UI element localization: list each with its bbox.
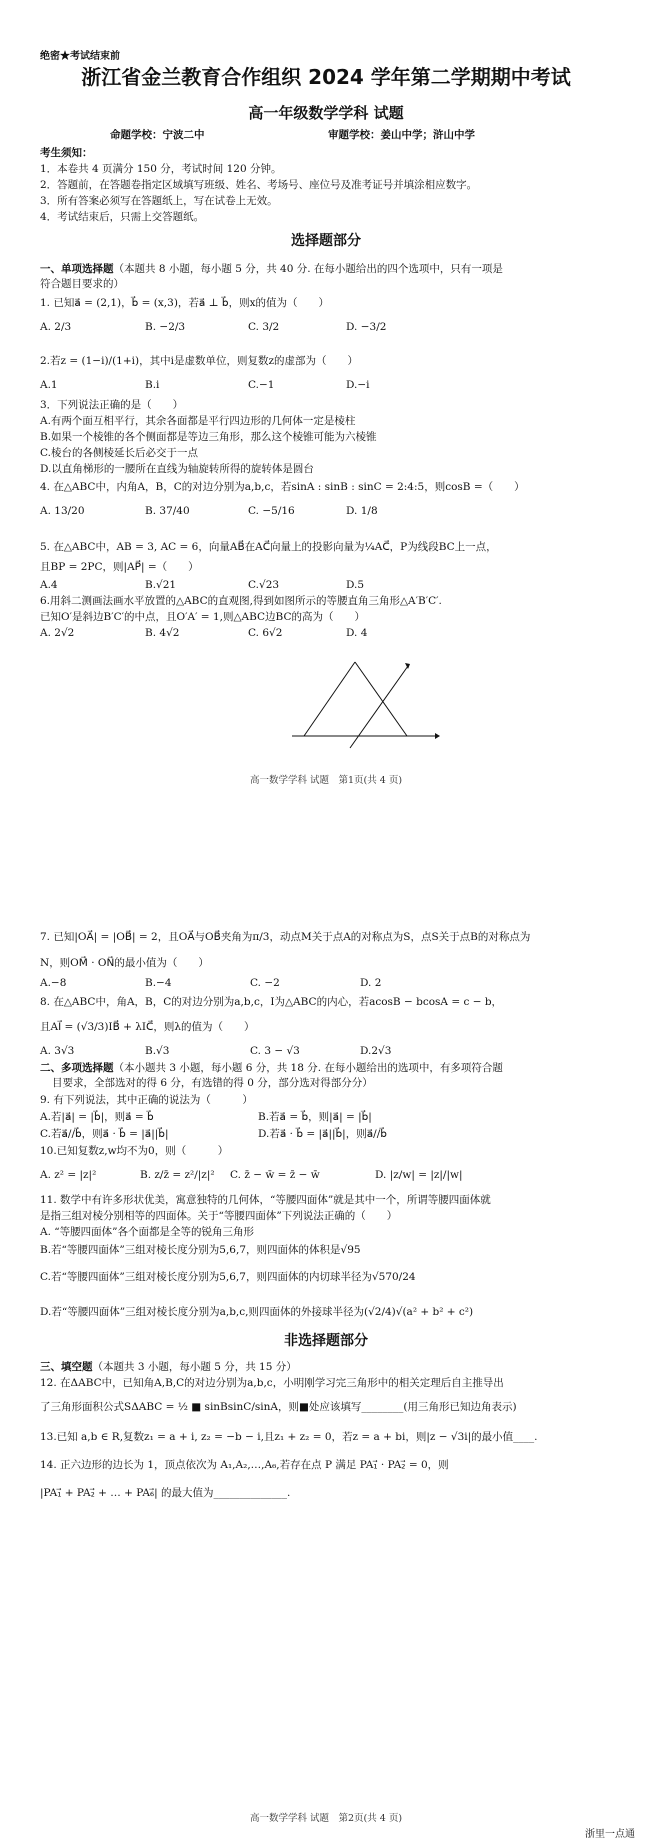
q2-option-b: B.i	[145, 379, 160, 391]
q11-option-d: D.若“等腰四面体”三组对棱长度分别为a,b,c,则四面体的外接球半径为(√2/4)√(a² + b² + c²)	[40, 1306, 474, 1318]
q1-option-b: B. −2/3	[145, 321, 186, 333]
notice-item: 2．答题前，在答题卷指定区域填写班级、姓名、考场号、座位号及准考证号并填涂相应数字。	[40, 179, 478, 191]
q7-stem-cont: N，则OM⃗ · ON⃗的最小值为（ ）	[40, 957, 209, 969]
multi-desc: （本小题共 3 小题，每小题 6 分，共 18 分. 在每小题给出的选项中，有多项符合题	[113, 1062, 503, 1074]
part1-heading: 选择题部分	[291, 233, 361, 249]
edge-b-a	[304, 662, 355, 736]
q4-option-c: C. −5/16	[248, 505, 295, 517]
q6-option-d: D. 4	[346, 627, 368, 639]
single-desc-cont: 符合题目要求的）	[40, 278, 124, 290]
q7-option-a: A.−8	[40, 977, 67, 989]
q2-stem: 2.若z = (1−i)/(1+i)，其中i是虚数单位，则复数z的虚部为（ ）	[40, 355, 359, 367]
q3-stem: 3．下列说法正确的是（ ）	[40, 399, 184, 411]
q2-option-c: C.−1	[248, 379, 275, 391]
q13-stem: 13.已知 a,b ∈ R,复数z₁ = a + i, z₂ = −b − i,且z₁ + z₂ = 0，若z = a + bi，则|z − √3i|的最小值____.	[40, 1431, 538, 1443]
q10-option-b: B. z/z̄ = z²/|z|²	[140, 1169, 215, 1181]
q5-option-a: A.4	[40, 579, 58, 591]
q5-option-d: D.5	[346, 579, 365, 591]
x-axis-arrow	[435, 733, 440, 739]
confidential-label: 绝密★考试结束前	[40, 51, 120, 62]
exam-subtitle: 高一年级数学学科 试题	[248, 104, 404, 122]
notice-item: 4．考试结束后，只需上交答题纸。	[40, 211, 205, 223]
notice-item: 1．本卷共 4 页满分 150 分，考试时间 120 分钟。	[40, 163, 282, 175]
q11-option-c: C.若“等腰四面体”三组对棱长度分别为5,6,7，则四面体的内切球半径为√570/24	[40, 1271, 416, 1283]
reviewer-school: 审题学校：姜山中学；浒山中学	[328, 129, 475, 141]
q7-option-b: B.−4	[145, 977, 172, 989]
q8-stem: 8. 在△ABC中，角A，B，C的对边分别为a,b,c，I为△ABC的内心，若acosB − bcosA = c − b，	[40, 996, 503, 1008]
q11-option-b: B.若“等腰四面体”三组对棱长度分别为5,6,7，则四面体的体积是√95	[40, 1244, 361, 1256]
q7-option-d: D. 2	[360, 977, 382, 989]
q11-stem: 11. 数学中有许多形状优美，寓意独特的几何体，“等腰四面体”就是其中一个，所谓等腰四面体就	[40, 1194, 491, 1206]
q5-stem-cont: 且BP = 2PC，则|AP⃗| =（ ）	[40, 561, 199, 573]
q3-option-b: B.如果一个棱锥的各个侧面都是等边三角形，那么这个棱锥可能为六棱锥	[40, 431, 377, 443]
page-2	[0, 930, 652, 1842]
q5-option-c: C.√23	[248, 579, 280, 591]
part2-heading: 非选择题部分	[284, 1333, 368, 1349]
q3-option-d: D.以直角梯形的一腰所在直线为轴旋转所得的旋转体是圆台	[40, 463, 314, 475]
q3-option-a: A.有两个面互相平行，其余各面都是平行四边形的几何体一定是棱柱	[40, 415, 356, 427]
q8-option-b: B.√3	[145, 1045, 170, 1057]
q1-stem: 1. 已知a⃗ = (2,1)，b⃗ = (x,3)，若a⃗ ⊥ b⃗，则x的值为（ ）	[40, 297, 329, 309]
y-axis-arrow	[405, 663, 410, 669]
fill-heading: 三、填空题	[40, 1361, 93, 1373]
q6-option-b: B. 4√2	[145, 627, 180, 639]
q9-option-d: D.若a⃗ · b⃗ = |a⃗||b⃗|，则a⃗//b⃗	[258, 1128, 387, 1140]
q6-stem-cont: 已知O′是斜边B′C′的中点，且O′A′ = 1,则△ABC边BC的高为（ ）	[40, 611, 366, 623]
q7-stem: 7. 已知|OA⃗| = |OB⃗| = 2，且OA⃗与OB⃗夹角为π/3，动点M关于点A的对称点为S，点S关于点B的对称点为	[40, 931, 531, 943]
q9-option-a: A.若|a⃗| = |b⃗|，则a⃗ = b⃗	[40, 1111, 154, 1123]
edge-a-c	[355, 662, 407, 736]
setter-school: 命题学校：宁波二中	[110, 129, 205, 141]
q14-stem: 14. 正六边形的边长为 1，顶点依次为 A₁,A₂,…,A₆,若存在点 P 满足 PA₁⃗ · PA₂⃗ = 0，则	[40, 1459, 449, 1471]
q4-option-b: B. 37/40	[145, 505, 190, 517]
q6-option-c: C. 6√2	[248, 627, 283, 639]
q3-option-c: C.棱台的各侧棱延长后必交于一点	[40, 447, 198, 459]
q8-option-a: A. 3√3	[40, 1045, 75, 1057]
q12-stem-cont: 了三角形面积公式SΔABC = ½ ■ sinBsinC/sinA，则■处应该填写________(用三角形已知边角表示)	[40, 1401, 517, 1413]
notice-heading: 考生须知：	[40, 147, 93, 159]
q9-option-c: C.若a⃗//b⃗，则a⃗ · b⃗ = |a⃗||b⃗|	[40, 1128, 169, 1140]
q7-option-c: C. −2	[250, 977, 280, 989]
q1-option-a: A. 2/3	[40, 321, 72, 333]
q9-stem: 9. 有下列说法，其中正确的说法为（ ）	[40, 1094, 253, 1106]
q2-option-a: A.1	[40, 379, 58, 391]
oblique-triangle-figure	[280, 648, 440, 758]
q1-option-d: D. −3/2	[346, 321, 387, 333]
q4-option-d: D. 1/8	[346, 505, 378, 517]
q14-stem-cont: |PA₁⃗ + PA₂⃗ + … + PA₆⃗| 的最大值为______________.	[40, 1487, 291, 1499]
q1-option-c: C. 3/2	[248, 321, 280, 333]
q10-option-d: D. |z/w| = |z|/|w|	[375, 1169, 463, 1181]
page-footer: 高一数学学科 试题 第2页(共 4 页)	[249, 1813, 403, 1824]
q8-option-d: D.2√3	[360, 1045, 392, 1057]
q5-stem: 5. 在△ABC中，AB = 3, AC = 6，向量AB⃗在AC⃗向量上的投影向量为¼AC⃗，P为线段BC上一点，	[40, 541, 497, 553]
fill-desc: （本题共 3 小题，每小题 5 分，共 15 分）	[92, 1361, 297, 1373]
watermark: 浙里一点通	[585, 1829, 635, 1840]
q4-stem: 4. 在△ABC中，内角A，B，C的对边分别为a,b,c，若sinA : sinB : sinC = 2:4:5，则cosB =（ ）	[40, 481, 525, 493]
q10-stem: 10.已知复数z,w均不为0，则（ ）	[40, 1145, 229, 1157]
multi-heading: 二、多项选择题	[40, 1062, 114, 1074]
q6-stem: 6.用斜二测画法画水平放置的△ABC的直观图,得到如图所示的等腰直角三角形△A′B′C′.	[40, 595, 442, 607]
single-heading: 一、单项选择题	[40, 263, 114, 275]
q6-option-a: A. 2√2	[40, 627, 75, 639]
q12-stem: 12. 在ΔABC中，已知角A,B,C的对边分别为a,b,c，小明刚学习完三角形中的相关定理后自主推导出	[40, 1377, 504, 1389]
q9-option-b: B.若a⃗ = b⃗，则|a⃗| = |b⃗|	[258, 1111, 372, 1123]
q10-option-a: A. z² = |z|²	[40, 1169, 97, 1181]
q11-option-a: A. “等腰四面体”各个面都是全等的锐角三角形	[40, 1226, 254, 1238]
q8-stem-cont: 且AI⃗ = (√3/3)IB⃗ + λIC⃗，则λ的值为（ ）	[40, 1021, 255, 1033]
q10-option-c: C. z̄ − w̄ = z̄ − w̄	[230, 1169, 320, 1181]
multi-desc-cont: 目要求，全部选对的得 6 分，有选错的得 0 分，部分选对得部分分）	[52, 1077, 373, 1089]
single-desc: （本题共 8 小题，每小题 5 分，共 40 分. 在每小题给出的四个选项中，只有一项是	[113, 263, 503, 275]
q8-option-c: C. 3 − √3	[250, 1045, 300, 1057]
notice-item: 3．所有答案必须写在答题纸上，写在试卷上无效。	[40, 195, 278, 207]
q11-stem-cont: 是指三组对棱分别相等的四面体。关于“等腰四面体”下列说法正确的（ ）	[40, 1210, 398, 1222]
q4-option-a: A. 13/20	[40, 505, 85, 517]
exam-title: 浙江省金兰教育合作组织 2024 学年第二学期期中考试	[81, 65, 571, 89]
page-footer: 高一数学学科 试题 第1页(共 4 页)	[249, 775, 403, 786]
q2-option-d: D.−i	[346, 379, 370, 391]
q5-option-b: B.√21	[145, 579, 177, 591]
